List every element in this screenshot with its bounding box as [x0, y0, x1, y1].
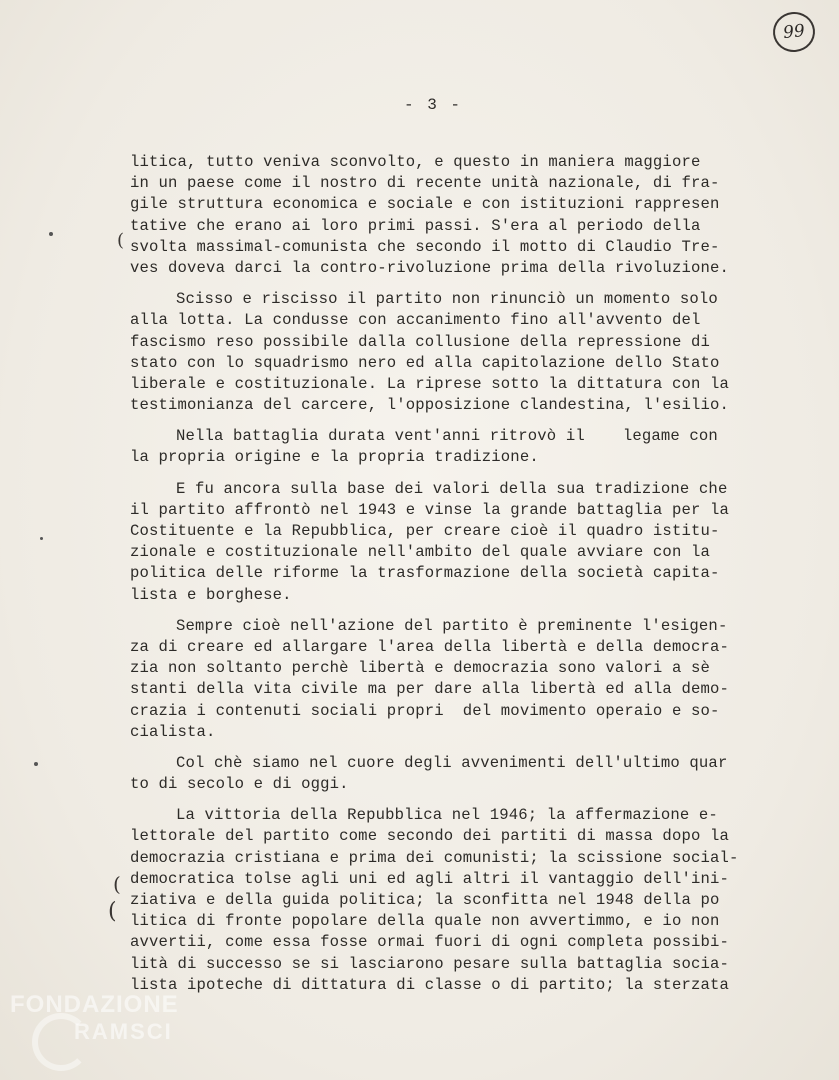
watermark-line1: FONDAZIONE [10, 991, 179, 1018]
paragraph [130, 152, 770, 279]
text-line: za di creare ed allargare l'area della libertà e della democra- [130, 637, 729, 656]
text-line: politica delle riforme la trasformazione della società capita- [130, 564, 720, 583]
text-line: democrazia cristiana e prima dei comunisti; la scissione social- [130, 848, 739, 867]
text-line: cialista. [130, 722, 216, 741]
text-line: ziativa e della guida politica; la sconfitta nel 1948 della po [130, 891, 720, 909]
text-line: crazia i contenuti sociali propri del movimento operaio e so- [130, 701, 720, 720]
speck [34, 762, 38, 766]
text-line: lità di successo se si lasciarono pesare sulla battaglia socia- [130, 954, 729, 973]
text-line: zia non soltanto perchè libertà e democrazia sono valori a sè [130, 659, 710, 678]
text-line: lista e borghese. [130, 585, 292, 604]
text-line: avvertii, come essa fosse ormai fuori di ogni completa possibi- [130, 933, 729, 952]
paragraph [130, 616, 770, 743]
margin-mark: ( [117, 230, 125, 251]
text-line: to di secolo e di oggi. [130, 775, 349, 794]
watermark-line2: RAMSCI [74, 1019, 173, 1044]
text-line: Costituente e la Repubblica, per creare cioè il quadro istitu- [130, 522, 720, 540]
text-line: fascismo reso possibile dalla collusione della repressione di [130, 332, 710, 351]
text-line: alla lotta. La condusse con accanimento fino all'avvento del [130, 311, 701, 330]
text-line: Sempre cioè nell'azione del partito è preminente l'esigen- [176, 616, 728, 635]
paragraph [130, 289, 770, 416]
text-line: zionale e costituzionale nell'ambito del quale avviare con la [130, 543, 710, 562]
margin-mark: ( [108, 899, 117, 924]
text-line: lettorale del partito come secondo dei partiti di massa dopo la [130, 827, 729, 846]
page-number: - 3 - [404, 96, 463, 114]
text-line: Nella battaglia durata vent'anni ritrovò il legame con [176, 427, 718, 446]
document-body [130, 152, 770, 1006]
paragraph [130, 805, 770, 996]
text-line: testimonianza del carcere, l'opposizione clandestina, l'esilio. [130, 396, 729, 415]
text-line: il partito affrontò nel 1943 e vinse la grande battaglia per la [130, 500, 729, 519]
paragraph [130, 426, 770, 468]
text-line: la propria origine e la propria tradizione. [130, 448, 539, 467]
speck [49, 232, 53, 236]
text-line: stato con lo squadrismo nero ed alla capitolazione dello Stato [130, 353, 720, 372]
text-line: E fu ancora sulla base dei valori della sua tradizione che [176, 479, 728, 498]
text-line: Scisso e riscisso il partito non rinunciò un momento solo [176, 290, 718, 309]
text-line: liberale e costituzionale. La riprese sotto la dittatura con la [130, 374, 729, 393]
margin-mark: ( [113, 872, 121, 896]
text-line: litica, tutto veniva sconvolto, e questo in maniera maggiore [130, 153, 701, 171]
page-stamp-number: 99 [782, 20, 806, 44]
text-line: La vittoria della Repubblica nel 1946; la affermazione e- [176, 806, 718, 825]
text-line: svolta massimal-comunista che secondo il motto di Claudio Tre- [130, 237, 720, 256]
text-line: stanti della vita civile ma per dare alla libertà ed alla demo- [130, 680, 729, 699]
text-line: litica di fronte popolare della quale non avvertimmo, e io non [130, 912, 720, 931]
text-line: lista ipoteche di dittatura di classe o di partito; la sterzata [130, 975, 729, 994]
page-stamp [771, 10, 817, 54]
watermark [4, 985, 244, 1065]
text-line: ves doveva darci la contro-rivoluzione prima della rivoluzione. [130, 258, 729, 277]
speck [40, 537, 43, 540]
text-line: in un paese come il nostro di recente unità nazionale, di fra- [130, 174, 720, 193]
paragraph [130, 479, 770, 606]
paragraph [130, 753, 770, 795]
text-line: Col chè siamo nel cuore degli avvenimenti dell'ultimo quar [176, 753, 728, 772]
text-line: gile struttura economica e sociale e con istituzioni rappresen [130, 195, 720, 214]
text-line: democratica tolse agli uni ed agli altri il vantaggio dell'ini- [130, 869, 729, 888]
text-line: tative che erano ai loro primi passi. S'era al periodo della [130, 216, 701, 235]
